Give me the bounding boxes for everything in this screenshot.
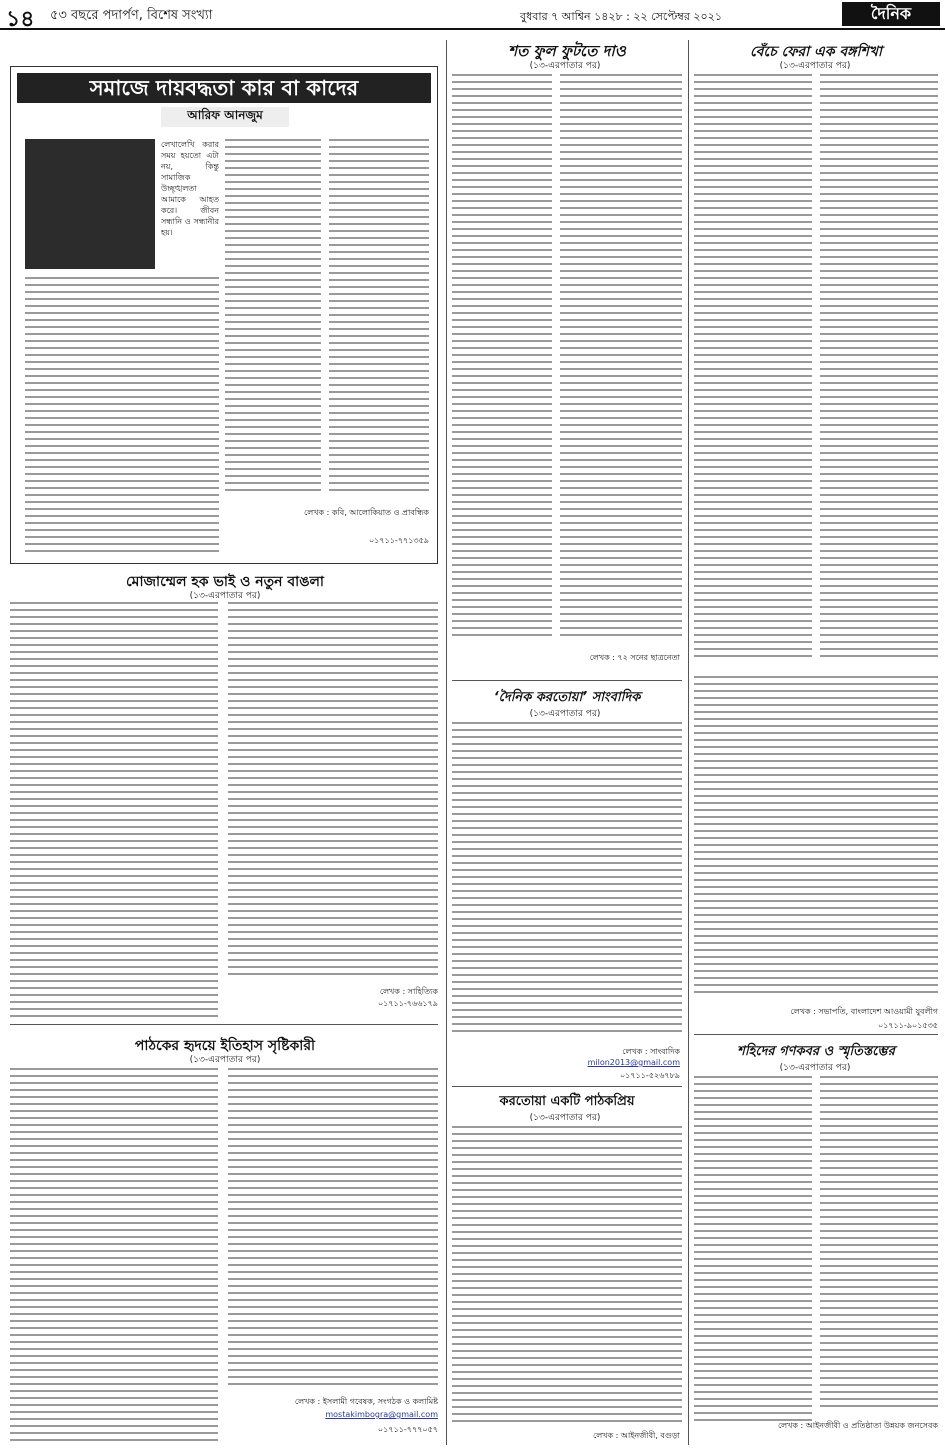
shoto-phul-text-col2 (560, 74, 682, 640)
itihas-headline: পাঠকের হৃদয়ে ইতিহাস সৃষ্টিকারী (134, 1038, 316, 1054)
itihas-contact: ০১৭১১-৭৭৭০৫৭ (377, 1425, 438, 1434)
lead-text-col3 (329, 139, 429, 499)
itihas-signoff: লেখক : ইসলামী গবেষক, সংগঠক ও কলামিষ্ট (294, 1397, 438, 1406)
lead-text-col1 (25, 277, 219, 555)
pathokpriyo-signoff: লেখক : আইনজীবী, বগুড়া (593, 1431, 680, 1440)
lead-signoff: লেখক : কবি, আলোকিয়াত ও প্রাবন্ধিক (304, 508, 429, 517)
beche-phera-contact: ০১৭১১-৯০১৫৩৫ (877, 1021, 938, 1030)
pathokpriyo-continuation: (১৩-এরপাতার পর) (529, 1113, 601, 1123)
page-header (0, 0, 945, 47)
shoto-phul-continuation: (১৩-এরপাতার পর) (529, 61, 601, 71)
shohid-headline: শহিদের গণকবর ও স্মৃতিস্তম্ভের (737, 1044, 895, 1059)
issue-date: বুধবার ৭ আশ্বিন ১৪২৮ : ২২ সেপ্টেম্বর ২০২১ (520, 10, 722, 23)
lead-text-col2 (225, 139, 321, 499)
sangbadik-email[interactable]: milon2013@gmail.com (587, 1058, 680, 1067)
beche-phera-headline: বেঁচে ফেরা এক বঙ্গশিখা (749, 44, 882, 60)
itihas-continuation: (১৩-এরপাতার পর) (189, 1055, 261, 1065)
itihas-text-col2 (228, 1068, 438, 1392)
column-divider (446, 40, 447, 1445)
mozammel-contact: ০১৭১১-৭৬৬১৭৯ (377, 999, 438, 1008)
sangbadik-text (452, 722, 682, 1040)
divider (452, 680, 682, 681)
mozammel-headline: মোজাম্মেল হক ভাই ও নতুন বাঙলা (126, 574, 324, 590)
shohid-signoff: লেখক : আইনজীবী ও প্রতিষ্ঠাতা উন্নয়ক জনসেবক (777, 1421, 938, 1430)
beche-phera-text-col2 (820, 74, 938, 668)
shoto-phul-headline: শত ফুল ফুটতে দাও (508, 42, 626, 60)
beche-phera-signoff: লেখক : সভাপতি, বাংলাদেশ আওয়ামী যুবলীগ (790, 1007, 938, 1016)
mozammel-text-col1 (10, 602, 218, 1022)
lead-contact: ০১৭১১-৭৭১৩৫৯ (368, 536, 429, 545)
shohid-text-col2 (820, 1076, 938, 1416)
divider (452, 1086, 682, 1087)
pathokpriyo-headline: করতোয়া একটি পাঠকপ্রিয় (499, 1094, 635, 1109)
itihas-text-col1 (10, 1068, 218, 1446)
beche-phera-text-col1 (694, 74, 812, 668)
sangbadik-headline: ‘দৈনিক করতোয়া’ সাংবাদিক (493, 690, 641, 705)
mozammel-continuation: (১৩-এরপাতার পর) (189, 591, 261, 601)
author-photo (25, 139, 155, 269)
special-issue-title: ৫৩ বছরে পদার্পণ, বিশেষ সংখ্যা (50, 8, 213, 23)
itihas-email[interactable]: mostakimbogra@gmail.com (325, 1410, 438, 1419)
lead-headline: সমাজে দায়বদ্ধতা কার বা কাদের (17, 73, 431, 103)
beche-phera-text-cont (694, 676, 938, 998)
lead-article (10, 66, 438, 564)
sangbadik-signoff: লেখক : সাংবাদিক (622, 1047, 680, 1056)
shoto-phul-text-col1 (452, 74, 552, 640)
sangbadik-continuation: (১৩-এরপাতার পর) (529, 709, 601, 719)
column-divider (688, 40, 689, 1445)
shohid-continuation: (১৩-এরপাতার পর) (779, 1063, 851, 1073)
divider (10, 1024, 438, 1025)
lead-byline: আরিফ আনজুম (161, 107, 289, 127)
newspaper-logo: দৈনিক করতোয়া (842, 2, 940, 26)
mozammel-text-col2 (228, 602, 438, 980)
shoto-phul-signoff: লেখক : ৭২ সনের ছাত্রনেতা (589, 653, 680, 662)
mozammel-signoff: লেখক : সাহিত্যিক (379, 987, 438, 996)
lead-snippet: লেখালেখি করার সময় হয়তো এটা নয়, কিন্তু সামাজিক উচ্ছৃঙ্খলতা আমাকে আহত করে। জীবন সন্ধানি ও সন্ধানীর হয়। (161, 140, 219, 237)
pathokpriyo-text (452, 1126, 682, 1426)
beche-phera-continuation: (১৩-এরপাতার পর) (779, 61, 851, 71)
divider (694, 1034, 938, 1035)
page-number: ১৪ (6, 7, 35, 32)
sangbadik-contact: ০১৭১১-৫২৬৭৮৯ (619, 1071, 680, 1080)
shohid-text-col1 (694, 1076, 812, 1430)
